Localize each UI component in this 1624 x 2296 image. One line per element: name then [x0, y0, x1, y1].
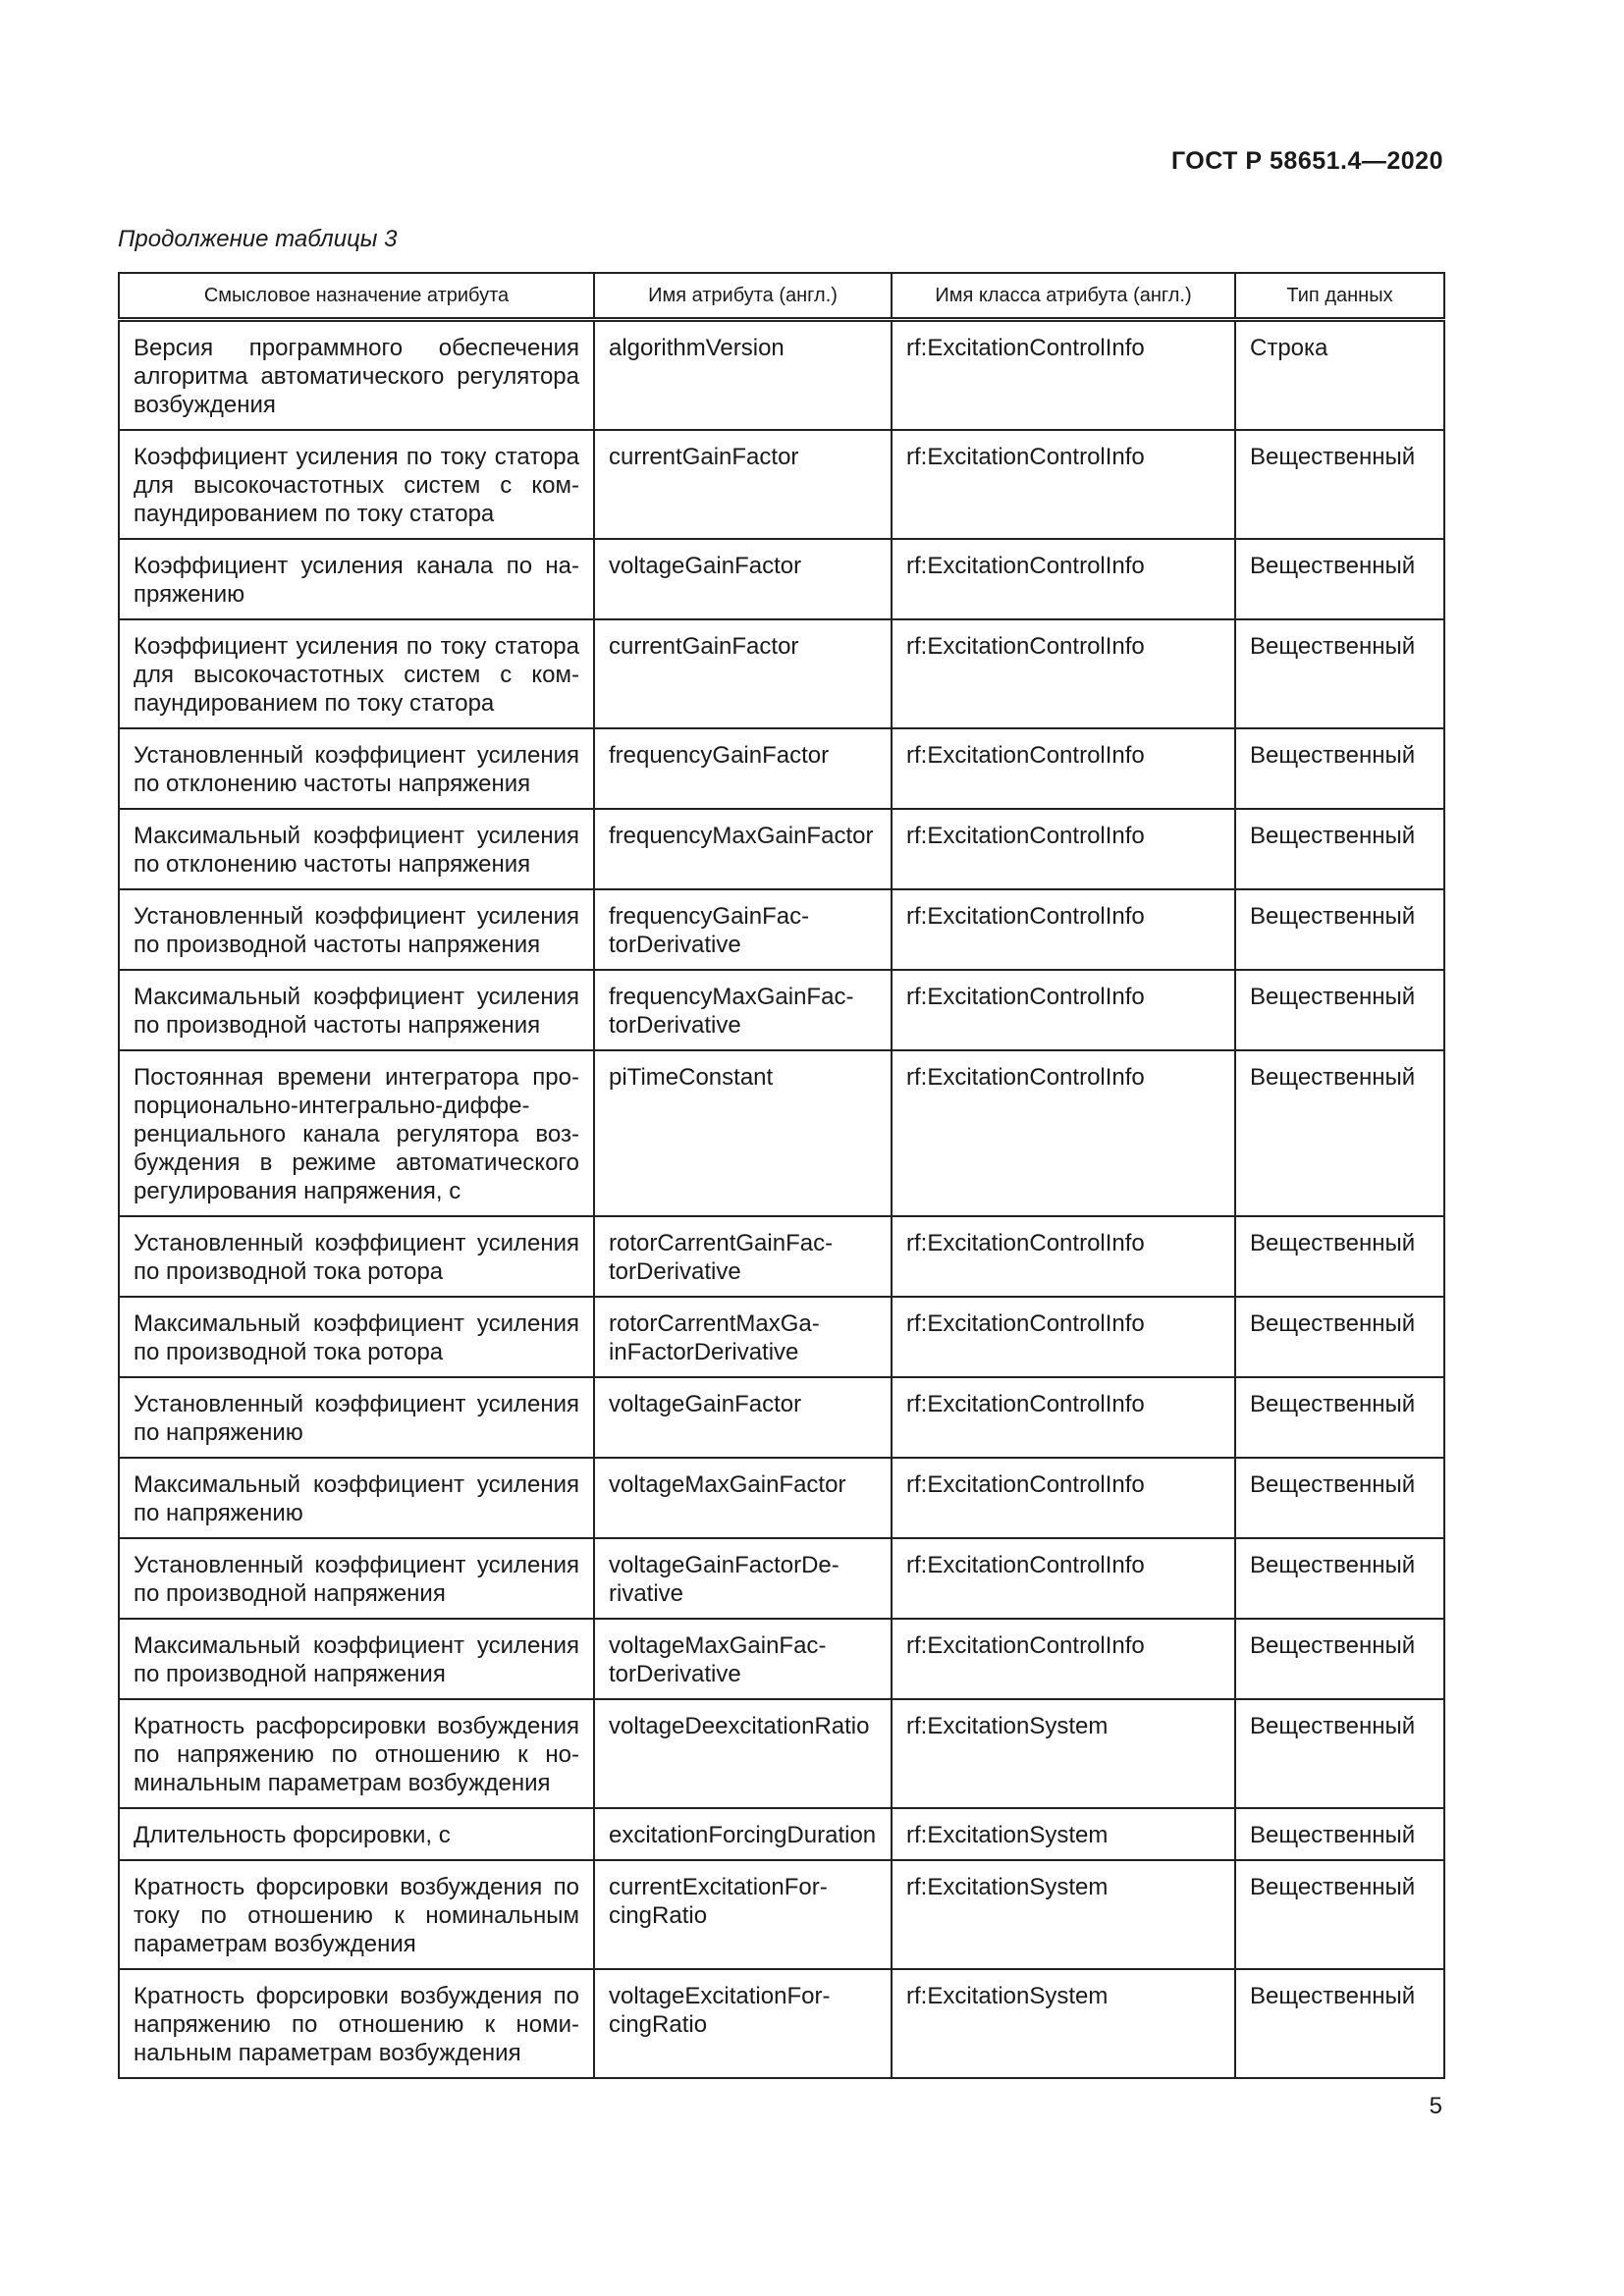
table-row [119, 1619, 1444, 1699]
cell-meaning: Коэффициент усиления по току статора для высокочастотных систем с компаундированием по току статора [119, 619, 594, 728]
cell-attribute-name: excitationForcingDuration [594, 1808, 892, 1860]
cell-data-type: Вещественный [1235, 1050, 1444, 1216]
cell-meaning: Коэффициент усиления по току статора для высокочастотных систем с компаундированием по току статора [119, 430, 594, 539]
cell-data-type: Вещественный [1235, 539, 1444, 619]
table-row [119, 1538, 1444, 1619]
cell-meaning: Установленный коэффициент усиления по производной напряжения [119, 1538, 594, 1619]
table-row [119, 430, 1444, 539]
cell-data-type: Вещественный [1235, 1297, 1444, 1377]
table-row [119, 1458, 1444, 1538]
cell-attribute-name: currentExcitationForcingRatio [594, 1860, 892, 1969]
cell-data-type: Вещественный [1235, 1860, 1444, 1969]
table-row [119, 1860, 1444, 1969]
cell-meaning: Длительность форсировки, с [119, 1808, 594, 1860]
cell-attribute-name: voltageMaxGainFactor [594, 1458, 892, 1538]
cell-attribute-name: frequencyGainFactorDerivative [594, 889, 892, 970]
cell-attribute-class: rf:ExcitationControlInfo [892, 1050, 1235, 1216]
table-row [119, 619, 1444, 728]
cell-meaning: Установленный коэффициент усиления по производной тока ротора [119, 1216, 594, 1297]
cell-data-type: Вещественный [1235, 1377, 1444, 1458]
table-row [119, 1699, 1444, 1808]
cell-attribute-name: frequencyGainFactor [594, 728, 892, 809]
cell-attribute-name: rotorCarrentGainFactorDerivative [594, 1216, 892, 1297]
cell-data-type: Вещественный [1235, 430, 1444, 539]
table-row [119, 1808, 1444, 1860]
cell-meaning: Максимальный коэффициент усиления по напряжению [119, 1458, 594, 1538]
cell-attribute-class: rf:ExcitationControlInfo [892, 619, 1235, 728]
cell-attribute-class: rf:ExcitationSystem [892, 1808, 1235, 1860]
cell-meaning: Установленный коэффициент усиления по напряжению [119, 1377, 594, 1458]
cell-attribute-name: frequencyMaxGainFactorDerivative [594, 970, 892, 1050]
cell-attribute-class: rf:ExcitationControlInfo [892, 728, 1235, 809]
cell-data-type: Вещественный [1235, 1699, 1444, 1808]
cell-data-type: Вещественный [1235, 1458, 1444, 1538]
table-row [119, 970, 1444, 1050]
cell-attribute-name: voltageGainFactor [594, 539, 892, 619]
cell-attribute-class: rf:ExcitationControlInfo [892, 430, 1235, 539]
cell-meaning: Кратность форсировки возбуждения по напряжению по отношению к номинальным параметрам возбуждения [119, 1969, 594, 2078]
cell-attribute-class: rf:ExcitationControlInfo [892, 809, 1235, 889]
cell-meaning: Коэффициент усиления канала по напряжению [119, 539, 594, 619]
cell-attribute-class: rf:ExcitationControlInfo [892, 1619, 1235, 1699]
cell-attribute-class: rf:ExcitationControlInfo [892, 1538, 1235, 1619]
cell-data-type: Вещественный [1235, 970, 1444, 1050]
cell-meaning: Версия программного обеспечения алгоритма автоматического регулятора возбуждения [119, 320, 594, 431]
cell-attribute-class: rf:ExcitationControlInfo [892, 1377, 1235, 1458]
table-row [119, 728, 1444, 809]
cell-attribute-name: algorithmVersion [594, 320, 892, 431]
cell-data-type: Вещественный [1235, 809, 1444, 889]
cell-attribute-name: voltageDeexcitationRatio [594, 1699, 892, 1808]
cell-meaning: Максимальный коэффициент усиления по производной частоты напряжения [119, 970, 594, 1050]
cell-attribute-name: voltageExcitationForcingRatio [594, 1969, 892, 2078]
cell-attribute-class: rf:ExcitationControlInfo [892, 539, 1235, 619]
cell-meaning: Установленный коэффициент усиления по отклонению частоты напряжения [119, 728, 594, 809]
cell-attribute-name: voltageGainFactor [594, 1377, 892, 1458]
cell-meaning: Максимальный коэффициент усиления по производной напряжения [119, 1619, 594, 1699]
table-row [119, 1216, 1444, 1297]
cell-data-type: Вещественный [1235, 1216, 1444, 1297]
cell-data-type: Вещественный [1235, 728, 1444, 809]
cell-attribute-name: voltageMaxGainFactorDerivative [594, 1619, 892, 1699]
cell-attribute-class: rf:ExcitationControlInfo [892, 1216, 1235, 1297]
cell-data-type: Вещественный [1235, 1808, 1444, 1860]
table-row [119, 320, 1444, 431]
cell-data-type: Вещественный [1235, 1538, 1444, 1619]
cell-meaning: Максимальный коэффициент усиления по отклонению частоты напряжения [119, 809, 594, 889]
cell-data-type: Вещественный [1235, 1619, 1444, 1699]
cell-attribute-class: rf:ExcitationControlInfo [892, 320, 1235, 431]
column-header-attribute-name: Имя атрибута (англ.) [594, 273, 892, 320]
table-row [119, 1297, 1444, 1377]
standard-designation: ГОСТ Р 58651.4—2020 [1170, 147, 1443, 175]
cell-attribute-class: rf:ExcitationSystem [892, 1699, 1235, 1808]
cell-data-type: Вещественный [1235, 1969, 1444, 2078]
column-header-attribute-class: Имя класса атрибута (англ.) [892, 273, 1235, 320]
table-header-row [119, 273, 1444, 320]
cell-attribute-class: rf:ExcitationControlInfo [892, 889, 1235, 970]
cell-attribute-name: currentGainFactor [594, 619, 892, 728]
table-row [119, 1377, 1444, 1458]
cell-attribute-class: rf:ExcitationControlInfo [892, 1297, 1235, 1377]
cell-data-type: Строка [1235, 320, 1444, 431]
cell-data-type: Вещественный [1235, 619, 1444, 728]
cell-attribute-name: rotorCarrentMaxGainFactorDerivative [594, 1297, 892, 1377]
cell-meaning: Максимальный коэффициент усиления по производной тока ротора [119, 1297, 594, 1377]
cell-attribute-class: rf:ExcitationControlInfo [892, 970, 1235, 1050]
table-row [119, 1050, 1444, 1216]
table-row [119, 889, 1444, 970]
table-row [119, 809, 1444, 889]
cell-data-type: Вещественный [1235, 889, 1444, 970]
table-row [119, 1969, 1444, 2078]
cell-attribute-name: currentGainFactor [594, 430, 892, 539]
cell-attribute-class: rf:ExcitationControlInfo [892, 1458, 1235, 1538]
column-header-data-type: Тип данных [1235, 273, 1444, 320]
cell-attribute-class: rf:ExcitationSystem [892, 1860, 1235, 1969]
table-row [119, 539, 1444, 619]
cell-meaning: Кратность расфорсировки возбуждения по напряжению по отношению к номинальным параметрам возбуждения [119, 1699, 594, 1808]
cell-attribute-name: frequencyMaxGainFactor [594, 809, 892, 889]
table-caption: Продолжение таблицы 3 [118, 226, 398, 252]
page-number: 5 [1429, 2093, 1442, 2119]
cell-meaning: Постоянная времени интегратора пропорционально-интегрально-дифференциального канала регулятора возбуждения в режиме автоматического регулирования напряжения, с [119, 1050, 594, 1216]
cell-attribute-name: piTimeConstant [594, 1050, 892, 1216]
table-body [119, 320, 1444, 2079]
cell-attribute-class: rf:ExcitationSystem [892, 1969, 1235, 2078]
attributes-table [118, 272, 1445, 2079]
column-header-meaning: Смысловое назначение атрибута [119, 273, 594, 320]
cell-meaning: Установленный коэффициент усиления по производной частоты напряжения [119, 889, 594, 970]
cell-attribute-name: voltageGainFactorDerivative [594, 1538, 892, 1619]
cell-meaning: Кратность форсировки возбуждения по току по отношению к номинальным параметрам возбуждения [119, 1860, 594, 1969]
